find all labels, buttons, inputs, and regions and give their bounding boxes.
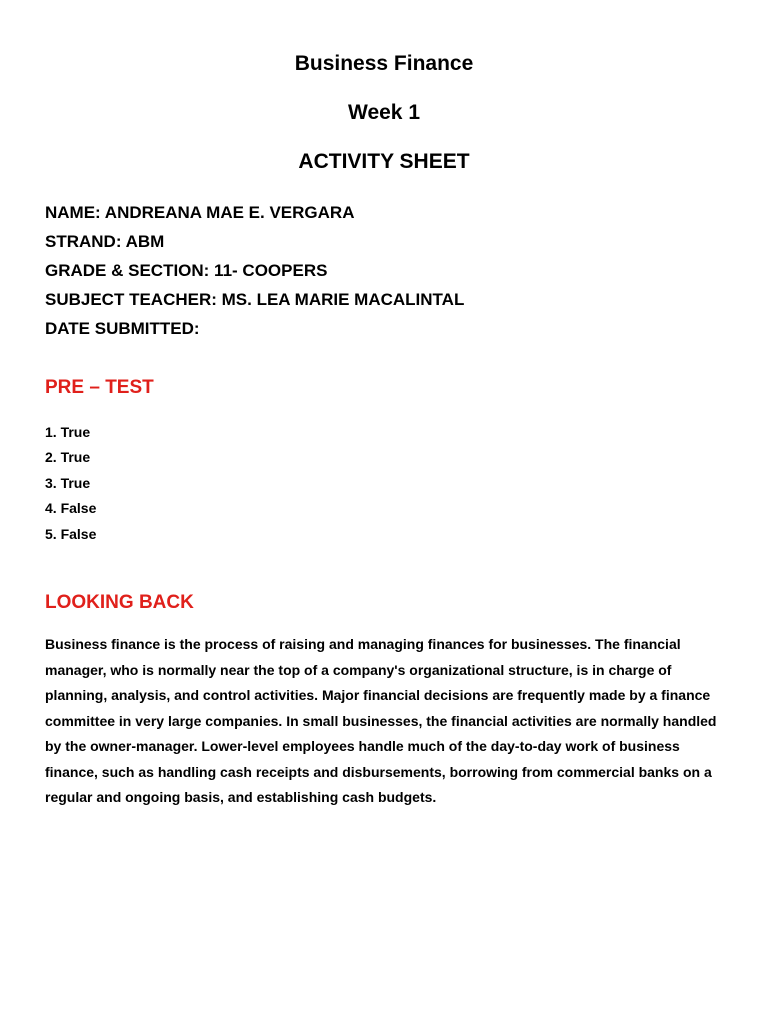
answer-item: 2. True xyxy=(45,449,91,466)
student-strand: STRAND: ABM xyxy=(45,232,165,251)
date-submitted: DATE SUBMITTED: xyxy=(45,319,200,338)
answer-item: 4. False xyxy=(45,500,97,517)
subject-title: Business Finance xyxy=(294,52,474,75)
activity-sheet-title: ACTIVITY SHEET xyxy=(298,150,470,173)
answer-item: 5. False xyxy=(45,525,97,542)
subject-teacher: SUBJECT TEACHER: MS. LEA MARIE MACALINTAL xyxy=(45,290,465,309)
pre-test-answers xyxy=(45,420,96,547)
answer-item: 1. True xyxy=(45,424,91,440)
grade-section: GRADE & SECTION: 11- COOPERS xyxy=(45,261,328,280)
looking-back-heading: LOOKING BACK xyxy=(45,592,194,613)
answer-item: 3. True xyxy=(45,474,91,491)
student-name: NAME: ANDREANA MAE E. VERGARA xyxy=(45,203,355,222)
week-title: Week 1 xyxy=(348,101,420,124)
pre-test-heading: PRE – TEST xyxy=(45,377,154,398)
student-info-block xyxy=(45,198,464,343)
looking-back-paragraph: Business finance is the process of raising and managing finances for businesses. The financial manager, who is normally near the top of a company's organizational structure, is in charge of planning, analysis, and control activities. Major financial decisions are frequently made by a finance committee in very large companies. In small businesses, the financial activities are normally handled by the owner-manager. Lower-level employees handle much of the day-to-day work of business finance, such as handling cash receipts and disbursements, borrowing from commercial banks on a regular and ongoing basis, and establishing cash budgets. xyxy=(45,636,717,805)
